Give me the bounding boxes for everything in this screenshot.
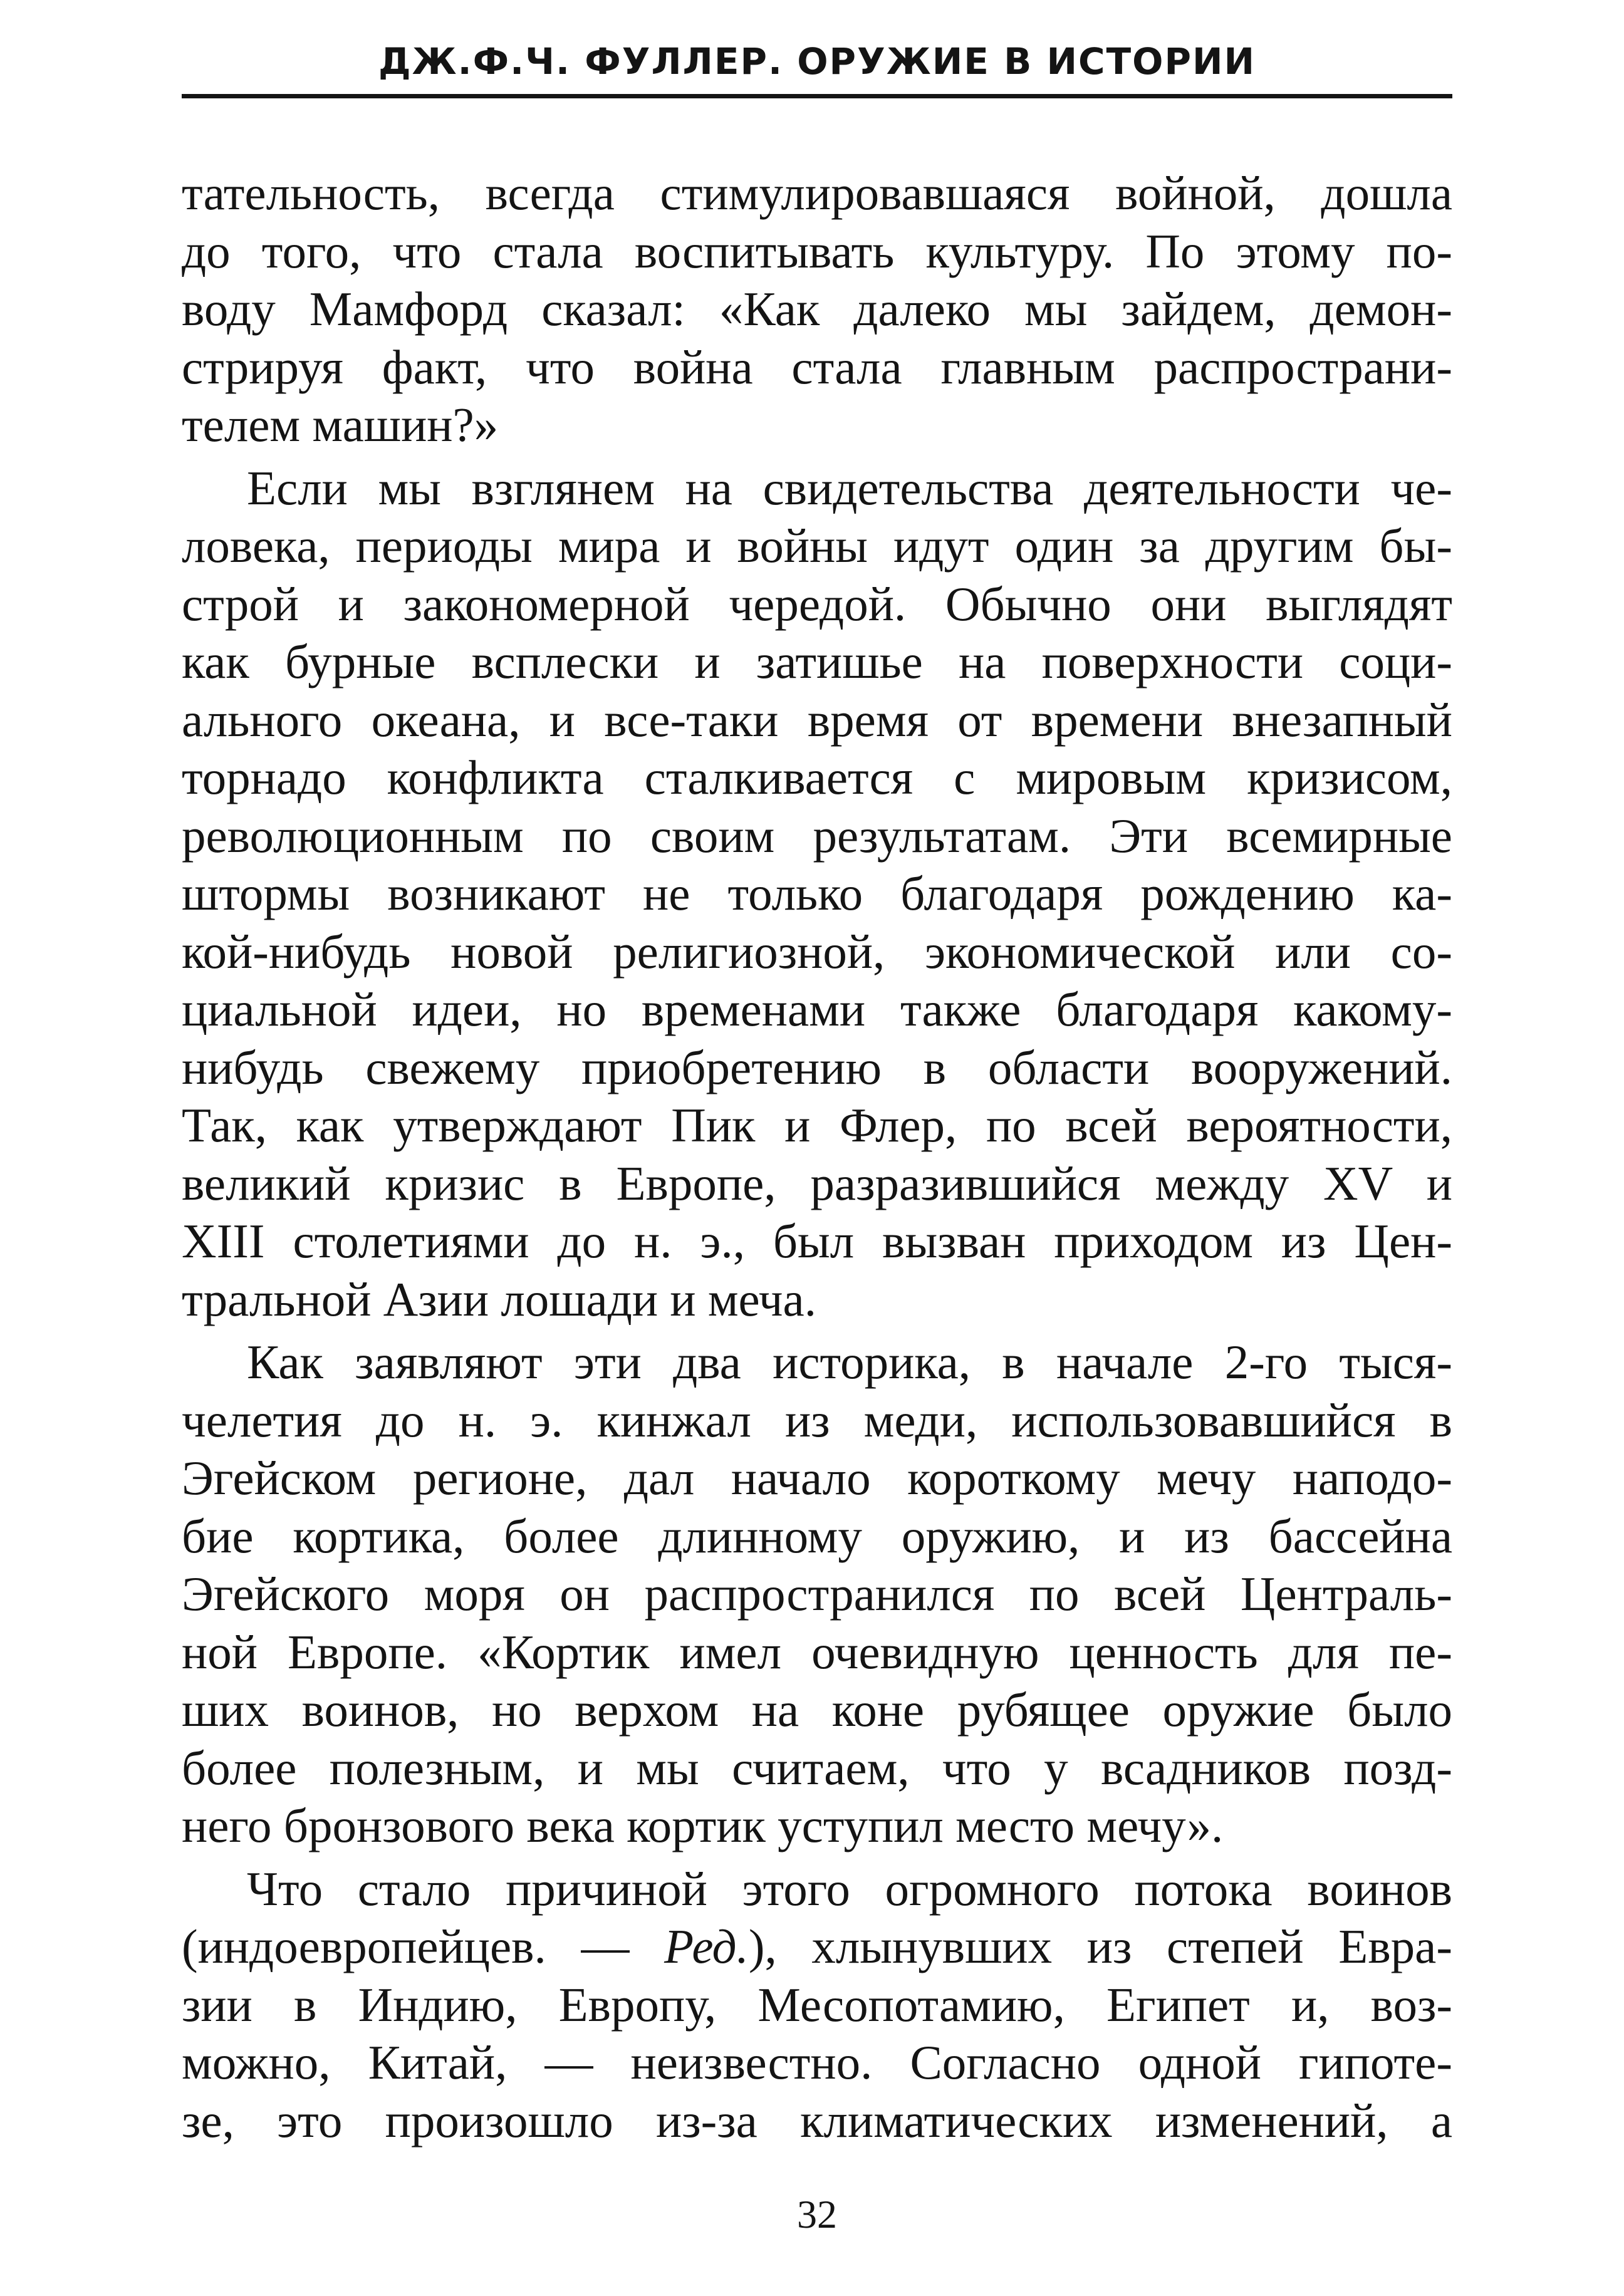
- text-line: телем машин?»: [182, 398, 499, 452]
- text-line: кой-нибудь новой религиозной, экономической или со-: [182, 924, 1452, 979]
- text-line: Эгейском регионе, дал начало короткому мечу наподо-: [182, 1451, 1452, 1505]
- paragraph-3: [182, 1333, 1452, 1855]
- text-line: циальной идеи, но временами также благодаря какому-: [182, 982, 1452, 1036]
- text-line: тательность, всегда стимулировавшаяся войной, дошла: [182, 166, 1452, 220]
- text-line: Если мы взглянем на свидетельства деятельности че-: [247, 460, 1452, 515]
- text-line: зе, это произошло из-за климатических изменений, а: [182, 2093, 1452, 2148]
- text-line: революционным по своим результатам. Эти всемирные: [182, 808, 1452, 863]
- editor-note-before: (индоевропейцев. —: [182, 1919, 665, 1973]
- text-line: ших воинов, но верхом на коне рубящее оружие было: [182, 1683, 1452, 1737]
- paragraph-1: [182, 164, 1452, 454]
- editor-note-abbrev: Ред.: [664, 1919, 749, 1973]
- text-line: ловека, периоды мира и войны идут один за другим бы-: [182, 519, 1452, 573]
- text-line: как бурные всплески и затишье на поверхности соци-: [182, 635, 1452, 688]
- text-line: него бронзового века кортик уступил место мечу».: [182, 1799, 1224, 1852]
- text-line: ального океана, и все-таки время от времени внезапный: [182, 692, 1452, 747]
- text-line: нибудь свежему приобретению в области вооружений.: [182, 1040, 1452, 1094]
- header-rule: [182, 94, 1452, 98]
- text-line: зии в Индию, Европу, Месопотамию, Египет и, воз-: [182, 1977, 1452, 2032]
- text-line: воду Мамфорд сказал: «Как далеко мы зайдем, демон-: [182, 282, 1452, 336]
- text-line: торнадо конфликта сталкивается с мировым кризисом,: [182, 751, 1452, 804]
- page-number: 32: [797, 2192, 837, 2236]
- body-text: [182, 164, 1452, 2154]
- text-line: тральной Азии лошади и меча.: [182, 1272, 816, 1326]
- text-line-with-editor-note: [182, 1918, 1452, 1976]
- text-line: челетия до н. э. кинжал из меди, использовавшийся в: [182, 1393, 1452, 1447]
- running-head: ДЖ.Ф.Ч. ФУЛЛЕР. ОРУЖИЕ В ИСТОРИИ: [378, 40, 1256, 83]
- text-line: Так, как утверждают Пик и Флер, по всей вероятности,: [182, 1098, 1452, 1152]
- text-line: штормы возникают не только благодаря рождению ка-: [182, 866, 1452, 920]
- text-line: можно, Китай, — неизвестно. Согласно одной гипоте-: [182, 2035, 1452, 2089]
- text-line: Эгейского моря он распространился по всей Централь-: [182, 1567, 1452, 1621]
- editor-note-after: ), хлынувших из степей Евра-: [748, 1919, 1452, 1973]
- text-line: XIII столетиями до н. э., был вызван приходом из Цен-: [182, 1214, 1452, 1268]
- text-line: Как заявляют эти два историка, в начале 2-го тыся-: [247, 1335, 1452, 1389]
- paragraph-4: [182, 1860, 1452, 2150]
- text-line: стрируя факт, что война стала главным распространи-: [182, 340, 1452, 394]
- text-line: более полезным, и мы считаем, что у всадников позд-: [182, 1740, 1452, 1795]
- text-line: Что стало причиной этого огромного потока воинов: [247, 1861, 1452, 1916]
- text-line: бие кортика, более длинному оружию, и из бассейна: [182, 1509, 1452, 1563]
- text-line: строй и закономерной чередой. Обычно они выглядят: [182, 576, 1452, 631]
- text-line: великий кризис в Европе, разразившийся между XV и: [182, 1156, 1452, 1210]
- paragraph-2: [182, 459, 1452, 1329]
- text-line: ной Европе. «Кортик имел очевидную ценность для пе-: [182, 1624, 1452, 1679]
- text-line: до того, что стала воспитывать культуру. По этому по-: [182, 224, 1452, 278]
